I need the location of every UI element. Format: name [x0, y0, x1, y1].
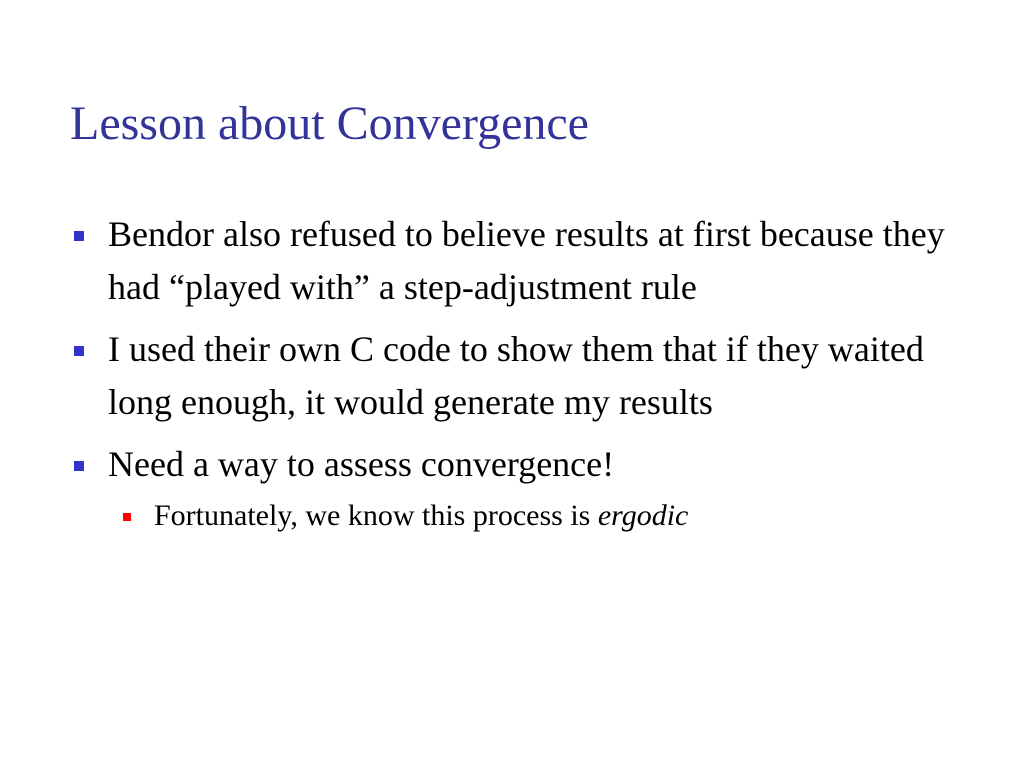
bullet-text: I used their own C code to show them that if they waited long enough, it would generate my results: [108, 329, 924, 422]
bullet-item: [70, 323, 980, 429]
sub-bullet-item: [154, 496, 980, 536]
bullet-item: [70, 438, 980, 491]
bullet-item: [70, 208, 980, 314]
sub-bullet-text: Fortunately, we know this process is: [154, 499, 598, 532]
sub-bullet-emphasis: ergodic: [597, 499, 689, 532]
square-sub-bullet-icon: [123, 513, 131, 521]
square-bullet-icon: [74, 231, 84, 241]
square-bullet-icon: [74, 346, 84, 356]
bullet-text: Need a way to assess convergence!: [108, 444, 615, 484]
square-bullet-icon: [74, 461, 84, 471]
bullet-text: Bendor also refused to believe results at first because they had “played with” a step-adjustment rule: [108, 214, 945, 307]
bullet-list: [70, 208, 980, 536]
slide-title: Lesson about Convergence: [70, 97, 589, 150]
